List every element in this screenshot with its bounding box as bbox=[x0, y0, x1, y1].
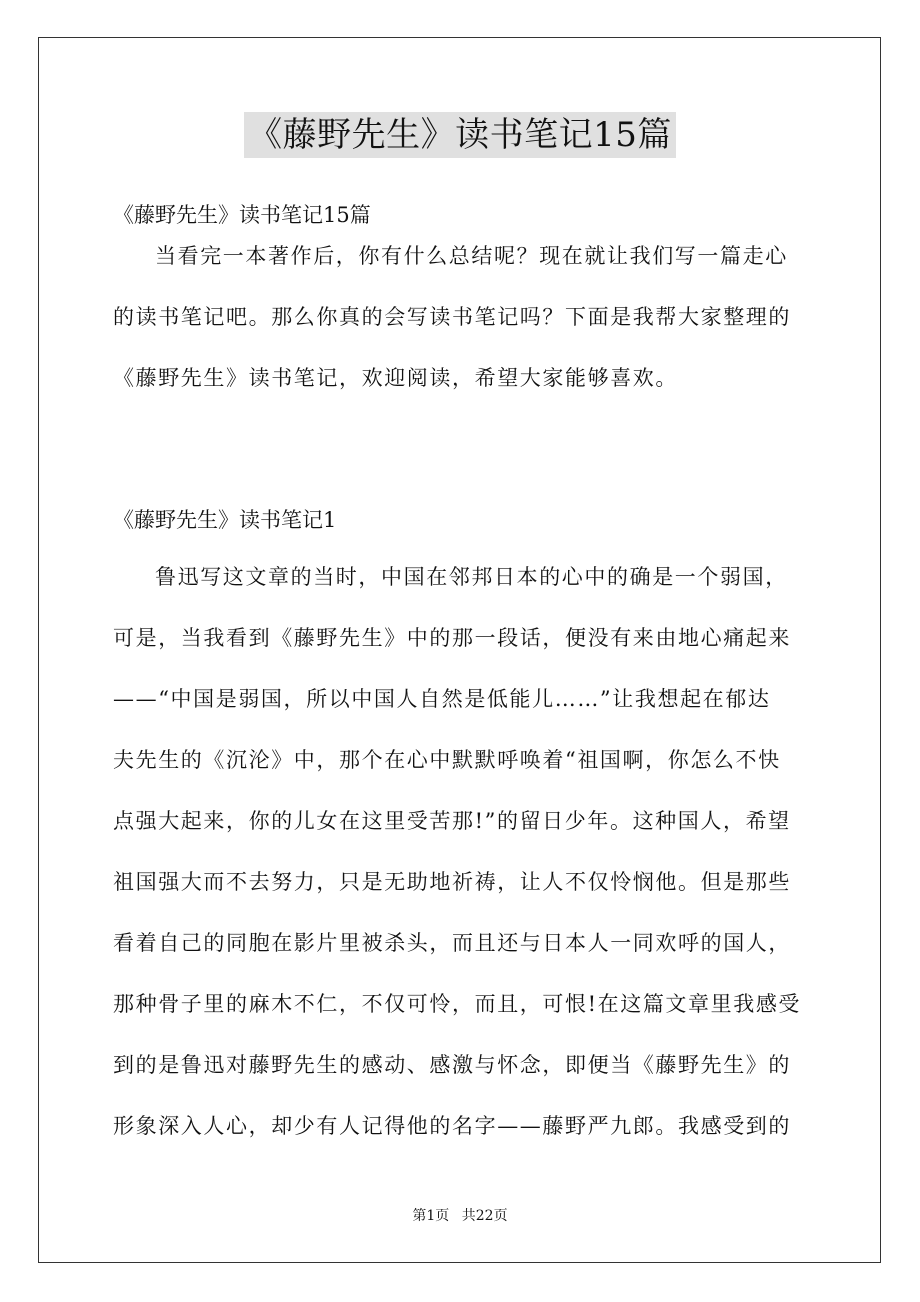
section-heading: 《藤野先生》读书笔记1 bbox=[113, 508, 337, 532]
title-container bbox=[0, 112, 920, 158]
page-total: 共22页 bbox=[461, 1208, 508, 1224]
page-number: 第1页 bbox=[412, 1208, 450, 1224]
body-line: 可是，当我看到《藤野先生》中的那一段话，便没有来由地心痛起来 bbox=[113, 626, 791, 650]
body-line: 看着自己的同胞在影片里被杀头，而且还与日本人一同欢呼的国人， bbox=[113, 931, 791, 955]
page-footer bbox=[0, 1206, 920, 1226]
body-line: 到的是鲁迅对藤野先生的感动、感激与怀念，即便当《藤野先生》的 bbox=[113, 1053, 791, 1077]
body-line: 鲁迅写这文章的当时，中国在邻邦日本的心中的确是一个弱国， bbox=[155, 565, 788, 589]
document-title: 《藤野先生》读书笔记15篇 bbox=[244, 112, 676, 158]
intro-paragraph bbox=[113, 226, 810, 409]
body-line: 那种骨子里的麻木不仁，不仅可怜，而且，可恨!在这篇文章里我感受 bbox=[113, 992, 802, 1016]
body-line: 祖国强大而不去努力，只是无助地祈祷，让人不仅怜悯他。但是那些 bbox=[113, 870, 791, 894]
intro-line: 《藤野先生》读书笔记，欢迎阅读，希望大家能够喜欢。 bbox=[113, 366, 678, 390]
intro-line: 当看完一本著作后，你有什么总结呢？现在就让我们写一篇走心 bbox=[155, 244, 788, 268]
body-line: 夫先生的《沉沦》中，那个在心中默默呼唤着“祖国啊，你怎么不快 bbox=[113, 748, 781, 772]
body-line: ——“中国是弱国，所以中国人自然是低能儿……”让我想起在郁达 bbox=[113, 687, 771, 711]
body-paragraph bbox=[113, 547, 810, 1157]
body-line: 点强大起来，你的儿女在这里受苦那!”的留日少年。这种国人，希望 bbox=[113, 809, 791, 833]
document-subtitle: 《藤野先生》读书笔记15篇 bbox=[113, 203, 371, 227]
intro-line: 的读书笔记吧。那么你真的会写读书笔记吗？下面是我帮大家整理的 bbox=[113, 305, 791, 329]
body-line: 形象深入人心，却少有人记得他的名字——藤野严九郎。我感受到的 bbox=[113, 1114, 791, 1138]
